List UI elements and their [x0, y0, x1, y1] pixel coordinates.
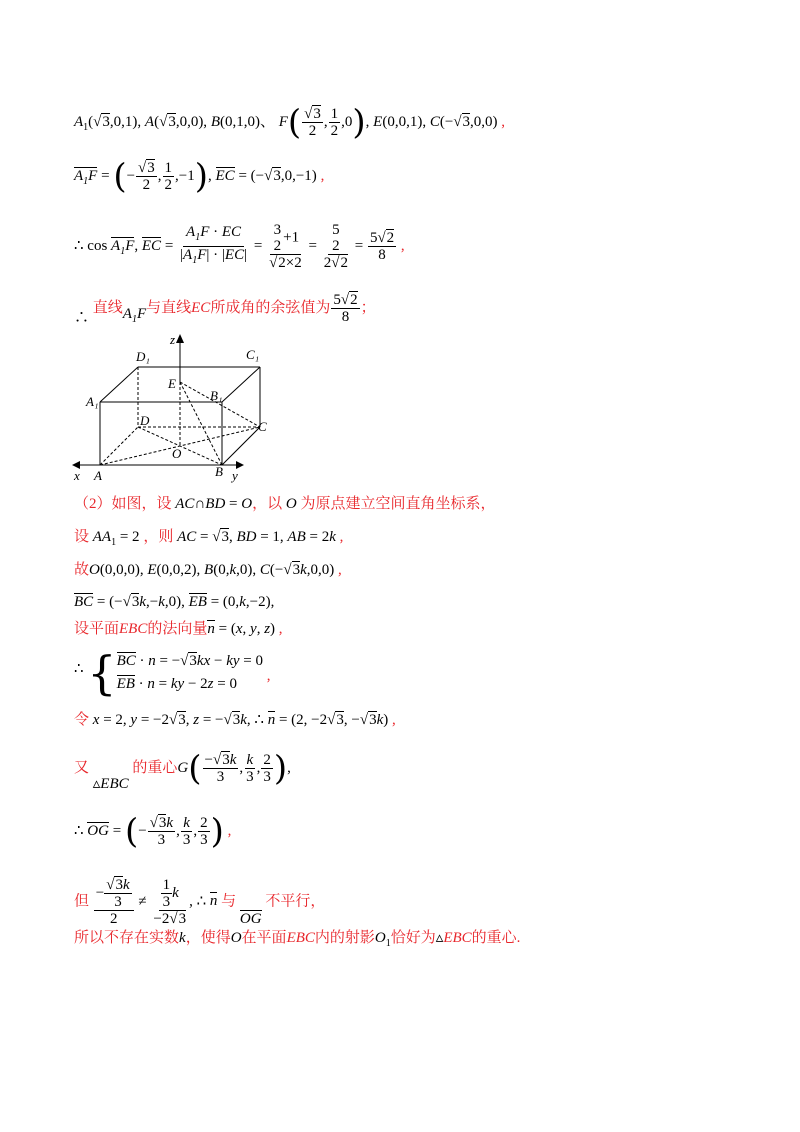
label-y: y [232, 468, 238, 483]
assume-line: 设 $AA_1 = 2$ ，则 AC = √3, BD = 1, AB = 2k , [74, 529, 344, 548]
label-o: O [172, 446, 182, 461]
label-d: D [140, 413, 150, 428]
og-vector-line: ∴ OG = (− $\frac{√3k}{3}$ , $\frac{k}{3}$ , $\frac{2}{3}$ ) , [74, 811, 232, 852]
label-e: E [168, 376, 176, 391]
part2-intro: （2）如图，设 AC∩BD = O，以 O 为原点建立空间直角坐标系， [74, 496, 496, 512]
label-z: z [170, 332, 176, 347]
normal-vector-line: 设平面EBC的法向量n = (x, y, z) , [74, 621, 283, 637]
label-a1: A₁ [86, 394, 99, 409]
label-d1: D₁ [136, 349, 150, 364]
let-line: 令 x = 2, y = −2√3, z = −√3k, ∴ n = (2, −2√3, −√3k) , [74, 712, 396, 728]
label-b: B [215, 464, 223, 479]
label-c1: C₁ [246, 347, 260, 362]
centroid-line: 又 ▵EBC 的重心G( $\frac{-√3k}{3}$ , $\frac{k}{3}$ , $\frac{2}{3}$ ), [74, 748, 291, 792]
cuboid-figure [60, 330, 290, 490]
label-x: x [74, 468, 80, 483]
label-c: C [258, 419, 267, 434]
label-b1: B₁ [210, 388, 223, 403]
vectors-line: $A_1F$ = (− $\frac{√3}{2}$ , $\frac{1}{2}$ ,−1), EC = (−√3,0,−1) , [74, 156, 325, 197]
points-line: 故O(0,0,0), E(0,0,2), B(0,k,0), C(−√3k,0,0) , [74, 562, 342, 578]
equation-system: ∴ { BC · n = −√3kx − ky = 0 EB · n = ky − 2z = 0 , [74, 646, 271, 700]
bc-eb-vectors: BC = (−√3k,−k,0), EB = (0,k,−2), [74, 594, 275, 610]
label-a: A [94, 468, 102, 483]
conclusion-line-1: ∴ 直线$A_1F$与直线EC所成角的余弦值为 $\frac{5√2}{8}$ ； [74, 292, 376, 326]
cosine-line: ∴ $\cos A_1F$, EC = $\frac{A_1F \cdot EC}{|A_1F| \cdot |EC|}$ = 3 2 +1 √2×2 = 5 2 2√2 = $\frac{5√2}{8}$ , [74, 222, 405, 271]
coordinates-line: $A_1(√3,0,1)$, A(√3,0,0), B(0,1,0)、 F( $\frac{√3}{2}$ , $\frac{1}{2}$ ,0), E(0,0,1), C(−√3,0,0) , [74, 102, 506, 143]
not-parallel-line: 但 − $\frac{√3k}{3}$ 2 ≠ $\frac{1}{3}$ k −2√3 , ∴ n 与 OG 不平行， [74, 877, 326, 928]
final-conclusion: 所以不存在实数k，使得O在平面EBC内的射影$O_1$恰好为▵EBC的重心. [74, 930, 521, 949]
